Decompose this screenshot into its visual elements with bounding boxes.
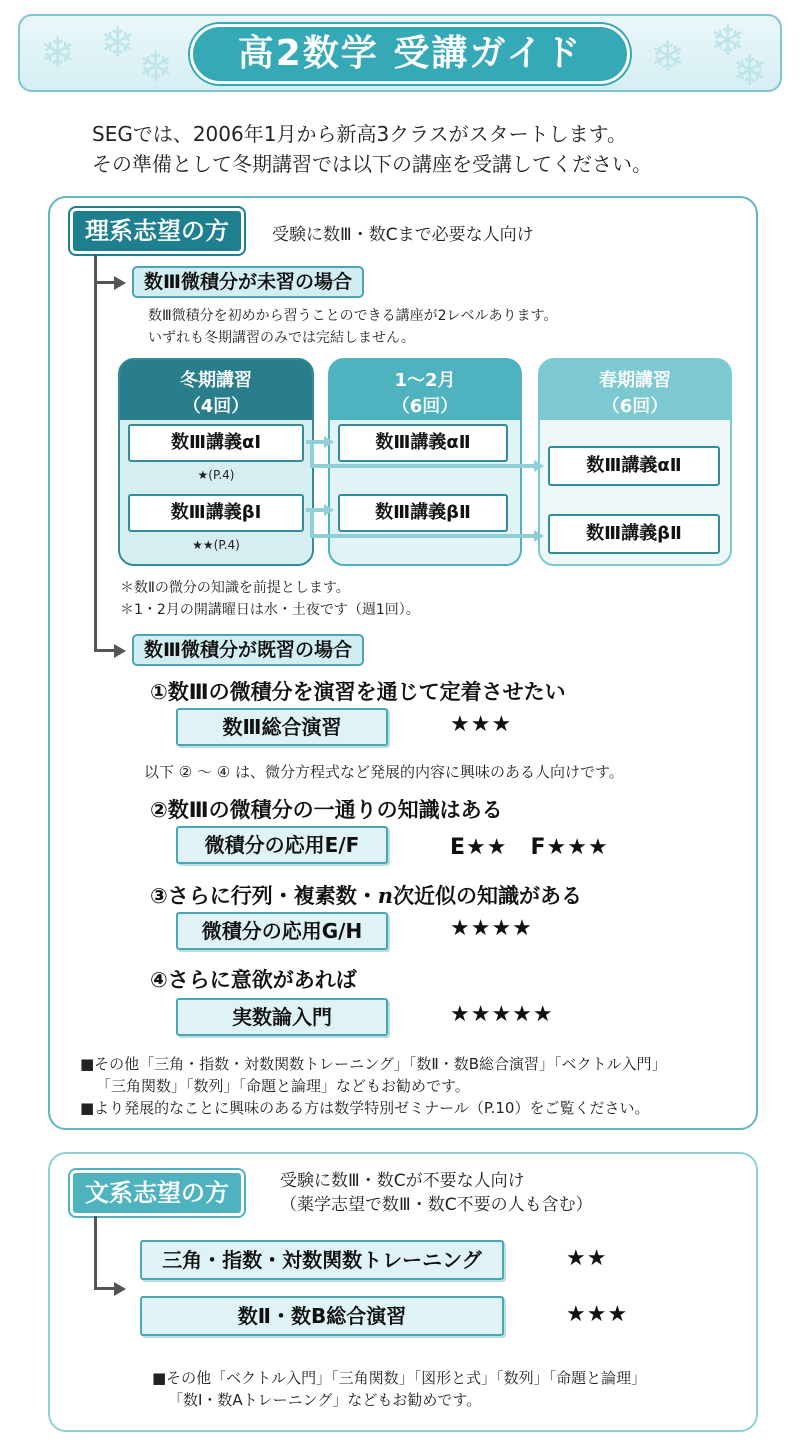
question-4: ④さらに意欲があれば — [150, 968, 357, 992]
course-oyou-ef: 微積分の応用E/F — [176, 826, 388, 864]
course-jan-alpha: 数Ⅲ講義αⅡ — [338, 424, 508, 462]
connector — [310, 444, 314, 466]
snowflake-icon: ❄ — [732, 46, 768, 92]
humanities-note-4: 「数Ⅰ・数Aトレーニング」などもお勧めです。 — [168, 1391, 482, 1409]
rating-1: ★★★ — [450, 712, 513, 737]
rating-3: ★★★★ — [450, 916, 533, 941]
course-sankaku-training: 三角・指数・対数関数トレーニング — [140, 1240, 504, 1280]
course-spring-beta: 数Ⅲ講義βⅡ — [548, 514, 720, 554]
title-banner — [18, 14, 782, 92]
connector — [306, 440, 326, 444]
arrow-right-icon — [534, 530, 544, 542]
course-suugaku3-sougou: 数Ⅲ総合演習 — [176, 708, 388, 746]
humanities-note-1: 受験に数Ⅲ・数Cが不要な人向け — [280, 1171, 525, 1191]
not-studied-heading: 数Ⅲ微積分が未習の場合 — [132, 266, 364, 298]
question-1: ①数Ⅲの微積分を演習を通じて定着させたい — [150, 680, 566, 704]
page-title: 高2数学 受講ガイド — [190, 24, 630, 84]
tree-line — [94, 1216, 97, 1290]
course-winter-beta: 数Ⅲ講義βⅠ — [128, 494, 304, 532]
course-jan-beta: 数Ⅲ講義βⅡ — [338, 494, 508, 532]
intro-line-1: SEGでは、2006年1月から新高3クラスがスタートします。 — [92, 122, 627, 146]
science-note-3: ■より発展的なことに興味のある方は数学特別ゼミナール（P.10）をご覧ください。 — [80, 1099, 650, 1117]
stage-winter-title: 冬期講習 （4回） — [180, 370, 252, 417]
advanced-note: 以下 ② ～ ④ は、微分方程式など発展的内容に興味のある人向けです。 — [144, 763, 624, 781]
humanities-label: 文系志望の方 — [70, 1170, 244, 1216]
snowflake-icon: ❄ — [100, 18, 136, 67]
humanities-note-2: （薬学志望で数Ⅲ・数C不要の人も含む） — [280, 1195, 593, 1215]
tree-line — [94, 281, 116, 284]
arrow-right-icon — [324, 436, 334, 448]
connector — [310, 512, 314, 536]
arrow-right-icon — [534, 460, 544, 472]
rating-humanities-1: ★★ — [566, 1246, 608, 1271]
tree-line — [94, 1287, 116, 1290]
rating-2: E★★ F★★★ — [450, 835, 609, 860]
arrow-right-icon — [114, 276, 126, 290]
science-note-2: 「三角関数」「数列」「命題と論理」などもお勧めです。 — [96, 1077, 470, 1095]
rating-4: ★★★★★ — [450, 1002, 554, 1027]
science-note: 受験に数Ⅲ・数Cまで必要な人向け — [272, 225, 534, 245]
connector — [310, 464, 536, 468]
question-2: ②数Ⅲの微積分の一通りの知識はある — [150, 798, 503, 822]
winter-alpha-rating: ★(P.4) — [197, 468, 235, 482]
tree-line — [94, 254, 97, 652]
question-3: ③さらに行列・複素数・n次近似の知識がある — [150, 883, 583, 908]
science-label: 理系志望の方 — [70, 208, 244, 254]
course-oyou-gh: 微積分の応用G/H — [176, 912, 388, 950]
rating-humanities-2: ★★★ — [566, 1302, 629, 1327]
connector — [310, 534, 536, 538]
snowflake-icon: ❄ — [710, 16, 746, 65]
stage-jan-feb-title: 1～2月 （6回） — [391, 370, 459, 417]
foot-note-1: ＊数Ⅱの微分の知識を前提とします。 — [120, 580, 350, 596]
course-suugaku2b-sougou: 数Ⅱ・数B総合演習 — [140, 1296, 504, 1336]
arrow-right-icon — [114, 1282, 126, 1296]
snowflake-icon: ❄ — [138, 42, 174, 91]
humanities-note-3: ■その他「ベクトル入門」「三角関数」「図形と式」「数列」「命題と論理」 — [152, 1369, 647, 1387]
snowflake-icon: ❄ — [650, 32, 686, 81]
stage-spring-title: 春期講習 （6回） — [599, 370, 671, 417]
studied-heading: 数Ⅲ微積分が既習の場合 — [132, 634, 364, 666]
connector — [306, 508, 326, 512]
science-note-1: ■その他「三角・指数・対数関数トレーニング」「数Ⅱ・数B総合演習」「ベクトル入門」 — [80, 1055, 667, 1073]
course-spring-alpha: 数Ⅲ講義αⅡ — [548, 446, 720, 486]
intro-line-2: その準備として冬期講習では以下の講座を受講してください。 — [92, 152, 652, 176]
course-winter-alpha: 数Ⅲ講義αⅠ — [128, 424, 304, 462]
snowflake-icon: ❄ — [40, 28, 76, 77]
not-studied-desc-1: 数Ⅲ微積分を初めから習うことのできる講座が2レベルあります。 — [148, 308, 558, 324]
tree-line — [94, 649, 116, 652]
foot-note-2: ＊1・2月の開講曜日は水・土夜です（週1回）。 — [120, 602, 420, 618]
winter-beta-rating: ★★(P.4) — [192, 538, 240, 552]
arrow-right-icon — [324, 504, 334, 516]
arrow-right-icon — [114, 644, 126, 658]
course-jissuuron: 実数論入門 — [176, 998, 388, 1036]
not-studied-desc-2: いずれも冬期講習のみでは完結しません。 — [148, 330, 415, 346]
